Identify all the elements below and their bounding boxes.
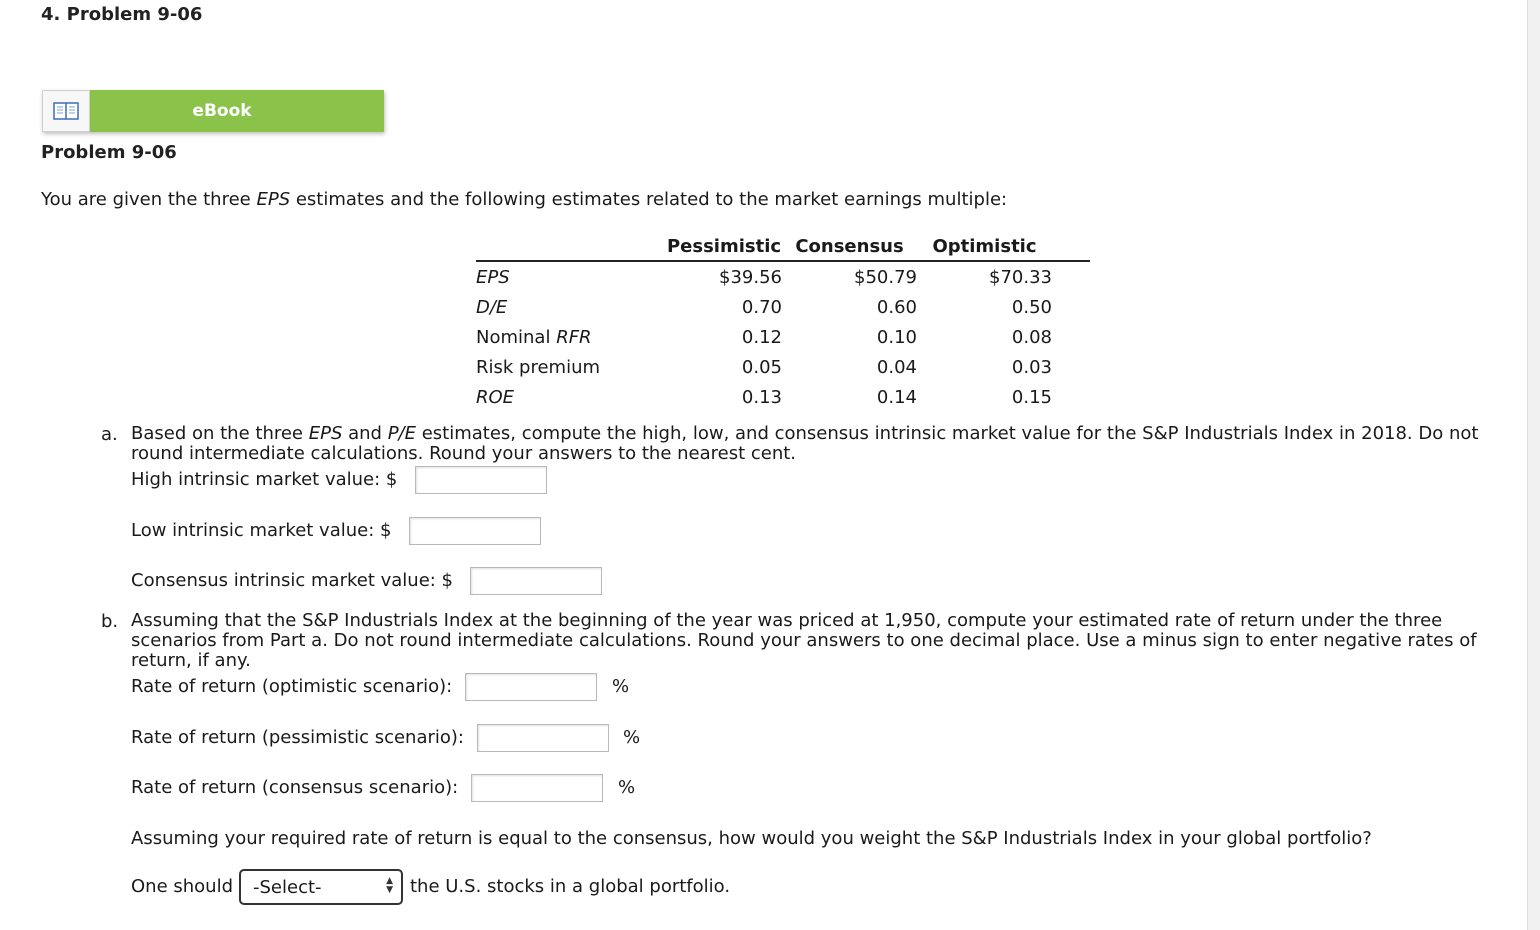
cell-value: 0.08 — [1011, 326, 1052, 348]
part-a-letter: a. — [101, 424, 118, 445]
cell-value: 0.05 — [741, 356, 782, 378]
pessimistic-return-input[interactable] — [477, 724, 609, 752]
low-value-label: Low intrinsic market value: $ — [131, 520, 392, 541]
cell-value: 0.70 — [741, 296, 782, 318]
header-consensus: Consensus — [782, 232, 917, 261]
one-should-label: One should — [131, 876, 234, 897]
consensus-value-input[interactable] — [470, 567, 602, 595]
cell-value: 0.14 — [876, 386, 917, 408]
weight-select-value: -Select- — [253, 876, 322, 898]
consensus-return-label: Rate of return (consensus scenario): — [131, 777, 459, 798]
weight-question: Assuming your required rate of return is equal to the consensus, how would you weight the S&P Industrials Index in your global portfolio? — [131, 828, 1372, 849]
high-value-label: High intrinsic market value: $ — [131, 469, 398, 490]
vertical-scrollbar[interactable] — [1527, 0, 1540, 930]
table-row — [476, 261, 1090, 292]
consensus-return-input[interactable] — [471, 774, 603, 802]
row-label-rfr: Nominal RFR — [476, 326, 592, 348]
cell-value: 0.10 — [876, 326, 917, 348]
table-row — [476, 292, 1090, 322]
table-header-blank — [476, 232, 666, 261]
row-label-roe: ROE — [476, 386, 515, 408]
row-label-eps: EPS — [476, 266, 510, 288]
book-icon — [42, 90, 90, 132]
low-value-input[interactable] — [409, 517, 541, 545]
intro-text: You are given the three EPS estimates and the following estimates related to the market earnings multiple: — [41, 189, 1008, 210]
cell-value: 0.12 — [741, 326, 782, 348]
high-value-input[interactable] — [415, 466, 547, 494]
after-select-text: the U.S. stocks in a global portfolio. — [410, 876, 731, 897]
table-row — [476, 322, 1090, 352]
cell-value: 0.15 — [1011, 386, 1052, 408]
optimistic-return-input[interactable] — [465, 673, 597, 701]
cell-value: 0.50 — [1011, 296, 1052, 318]
problem-title: Problem 9-06 — [41, 142, 177, 163]
consensus-value-label: Consensus intrinsic market value: $ — [131, 570, 454, 591]
estimates-table — [476, 232, 1090, 412]
cell-value: 0.03 — [1011, 356, 1052, 378]
table-header-row — [476, 232, 1090, 261]
pessimistic-return-label: Rate of return (pessimistic scenario): — [131, 727, 464, 748]
cell-value: 0.04 — [876, 356, 917, 378]
cell-value: 0.13 — [741, 386, 782, 408]
part-b-letter: b. — [101, 611, 119, 632]
cell-value: 0.60 — [876, 296, 917, 318]
weight-select[interactable] — [239, 869, 403, 905]
part-a-question: Based on the three EPS and P/E estimates, compute the high, low, and consensus intrinsic market value for the S&P Industrials Index in 2018. Do not round intermediate calculations. Round your answers to the nearest cent. — [131, 423, 1479, 464]
header-pessimistic: Pessimistic — [666, 232, 782, 261]
percent-sign: % — [623, 727, 641, 748]
table-row — [476, 382, 1090, 412]
select-arrows-icon: ▲ ▼ — [386, 876, 393, 895]
question-heading: 4. Problem 9-06 — [41, 4, 203, 25]
optimistic-return-label: Rate of return (optimistic scenario): — [131, 676, 453, 697]
table-row — [476, 352, 1090, 382]
ebook-button[interactable] — [42, 90, 384, 132]
cell-value: $39.56 — [719, 266, 782, 288]
row-label-de: D/E — [476, 296, 508, 318]
cell-value: $50.79 — [854, 266, 917, 288]
percent-sign: % — [618, 777, 636, 798]
ebook-label: eBook — [90, 90, 384, 132]
header-optimistic: Optimistic — [917, 232, 1052, 261]
table-header-pad — [1052, 232, 1090, 261]
row-label-risk-premium: Risk premium — [476, 356, 601, 378]
percent-sign: % — [612, 676, 630, 697]
cell-value: $70.33 — [989, 266, 1052, 288]
part-b-question: Assuming that the S&P Industrials Index at the beginning of the year was priced at 1,950, compute your estimated rate of return under the three scenarios from Part a. Do not round intermediate calculations. Round your answers to one decimal place. Use a minus sign to enter negative rates of return, if any. — [131, 610, 1477, 671]
